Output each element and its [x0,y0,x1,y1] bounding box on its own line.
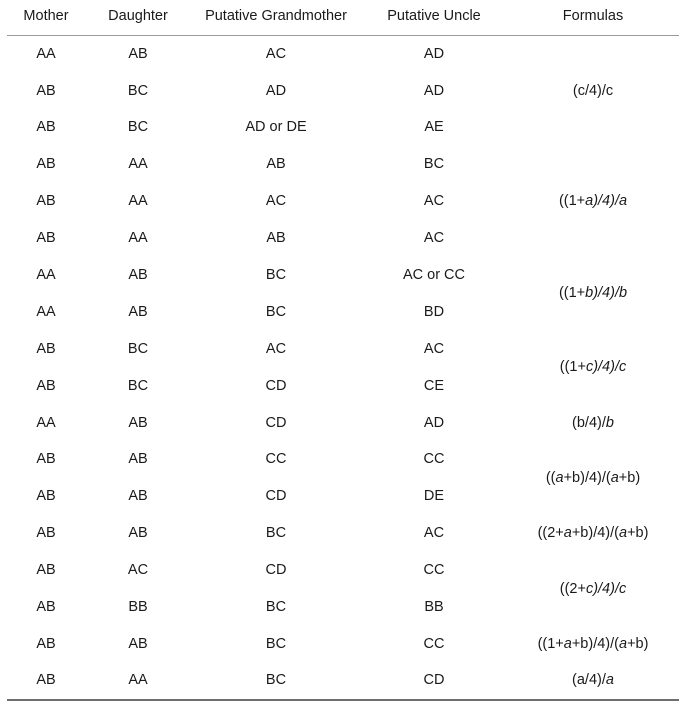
formula-part: b [605,414,614,431]
formula-part: ((1+ [559,359,586,376]
cell-daughter: AA [128,193,148,210]
cell-putative-uncle: DE [423,488,445,505]
cell-formula [507,404,679,441]
table-row [7,663,679,700]
cell-putative-uncle: AD [423,414,445,431]
cell-putative-grandmother: AB [266,230,286,247]
cell-daughter: AA [128,230,148,247]
header-formulas: Formulas [507,0,679,36]
formula-part: a [555,469,564,486]
cell-daughter: BB [128,599,148,616]
cell-formula [507,257,679,331]
cell-daughter: AB [128,635,148,652]
cell-putative-uncle: CE [423,377,445,394]
formula-part: b)/4)/b [585,285,628,302]
cell-daughter: AB [128,45,148,62]
cell-putative-uncle: AC [423,193,445,210]
cell-mother: AA [36,45,56,62]
formula-part: c)/4)/c [585,359,627,376]
cell-mother: AB [36,488,56,505]
header-putative-grandmother: Putative Grandmother [191,0,361,36]
cell-daughter: AC [127,562,149,579]
cell-putative-grandmother: CD [265,377,287,394]
cell-daughter: AB [128,414,148,431]
cell-putative-uncle: CC [423,562,445,579]
cell-putative-grandmother: AC [265,340,287,357]
cell-daughter: AA [128,156,148,173]
cell-mother: AB [36,451,56,468]
cell-formula [507,146,679,257]
cell-putative-uncle: AD [423,82,445,99]
cell-mother: AA [36,414,56,431]
formula-part: ((2+ [537,525,564,542]
header-row [7,0,679,36]
cell-putative-grandmother: AC [265,45,287,62]
cell-daughter: BC [127,377,149,394]
cell-putative-uncle: AC [423,525,445,542]
cell-putative-grandmother: AD [265,82,287,99]
formula-part: a [618,635,628,652]
cell-daughter: AB [128,303,148,320]
cell-putative-uncle: AE [424,119,444,136]
formula-part: a [605,672,614,689]
cell-mother: AB [36,119,56,136]
cell-mother: AB [36,635,56,652]
cell-putative-grandmother: CC [265,451,287,468]
formula-part: ((1+ [558,285,586,302]
table-row [7,404,679,441]
header-putative-uncle: Putative Uncle [361,0,507,36]
table-body [7,36,679,700]
header-mother: Mother [7,0,85,36]
cell-daughter: BC [127,119,149,136]
formula-part: ((2+ [559,580,586,597]
cell-putative-uncle: BC [423,156,445,173]
cell-mother: AB [7,663,85,700]
cell-putative-uncle: AC [423,230,445,247]
table-row [7,36,679,73]
cell-putative-uncle: CC [423,451,445,468]
formula-part: +b) [618,469,641,486]
cell-putative-grandmother: AB [266,156,286,173]
cell-mother: AB [36,230,56,247]
cell-putative-grandmother: BC [265,635,287,652]
cell-formula [507,331,679,405]
table-row [7,441,679,478]
formula-part: +b) [627,635,649,652]
formula-part: c)/4)/c [585,580,627,597]
cell-formula [507,441,679,515]
formula-part: (b/4)/ [572,414,606,431]
cell-putative-grandmother: CD [265,488,287,505]
cell-putative-grandmother: BC [265,303,287,320]
formula-part: a [618,525,628,542]
cell-daughter: AB [128,488,148,505]
cell-daughter: AB [128,267,148,284]
cell-daughter: AB [128,525,148,542]
formula-part: +b) [627,525,649,542]
cell-putative-grandmother: AC [265,193,287,210]
cell-mother: AB [36,82,56,99]
cell-formula [507,552,679,626]
formula-part: a)/4)/a [585,193,628,210]
cell-putative-grandmother: BC [265,525,287,542]
cell-daughter: AB [128,451,148,468]
formula-part: (a/4)/ [572,672,606,689]
formula-part: (( [545,469,556,486]
header-daughter: Daughter [85,0,191,36]
cell-putative-grandmother: BC [191,663,361,700]
formula-part: +b)/4)/( [571,525,619,542]
cell-putative-grandmother: CD [265,562,287,579]
table-row [7,626,679,663]
cell-putative-uncle: BD [423,303,445,320]
cell-formula [507,663,679,700]
cell-formula [507,626,679,663]
formula-part: ((1+ [537,635,564,652]
formula-part: a [563,635,572,652]
cell-mother: AB [36,340,56,357]
kinship-table [7,0,679,701]
formula-part: +b)/4)/( [571,635,619,652]
formula-part: (c/4)/c [572,82,614,99]
cell-putative-uncle: AD [423,45,445,62]
cell-mother: AB [36,599,56,616]
cell-putative-uncle: CC [423,635,445,652]
cell-putative-grandmother: AD or DE [245,119,307,136]
formula-part: ((1+ [558,193,586,210]
formula-part: a [610,469,619,486]
cell-mother: AA [36,267,56,284]
table-row [7,515,679,552]
cell-daughter: BC [127,340,149,357]
table-row [7,331,679,368]
cell-putative-grandmother: BC [265,599,287,616]
cell-daughter: BC [127,82,149,99]
cell-putative-uncle: BB [424,599,444,616]
cell-putative-uncle: AC or CC [402,267,466,284]
cell-formula [507,515,679,552]
cell-mother: AB [36,377,56,394]
formula-part: +b)/4)/( [563,469,611,486]
table-row [7,552,679,589]
cell-putative-uncle: AC [423,340,445,357]
cell-putative-grandmother: BC [265,267,287,284]
cell-daughter: AA [85,663,191,700]
cell-putative-uncle: CD [361,663,507,700]
table-row [7,257,679,294]
cell-putative-grandmother: CD [265,414,287,431]
table-row [7,146,679,183]
cell-formula [507,36,679,147]
cell-mother: AA [36,303,56,320]
cell-mother: AB [36,562,56,579]
formula-part: a [563,525,572,542]
cell-mother: AB [36,156,56,173]
cell-mother: AB [36,525,56,542]
cell-mother: AB [36,193,56,210]
